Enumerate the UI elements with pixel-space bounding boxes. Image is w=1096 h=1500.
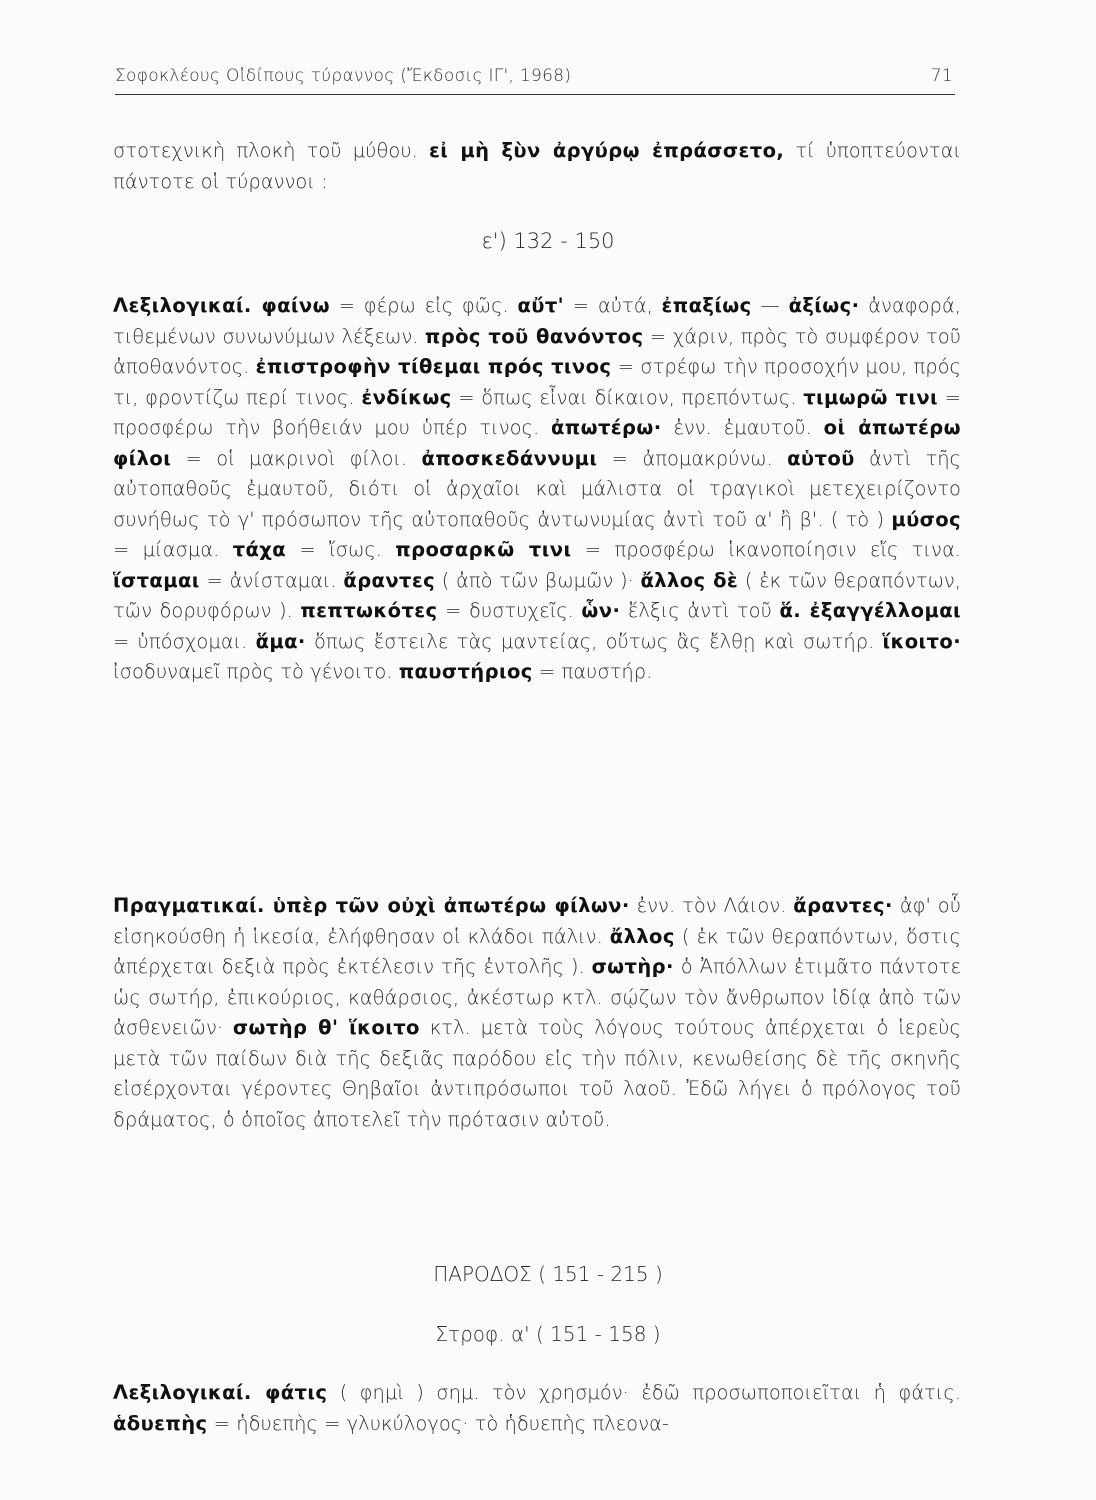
section-heading-e: ε') 132 - 150 [481, 229, 615, 253]
lemma-term: αὑτοῦ [787, 446, 855, 470]
gloss-text: = ὑπόσχομαι. [113, 629, 256, 653]
intro-paragraph [113, 136, 961, 197]
lemma-term: ἄλλος [609, 924, 675, 948]
lemma-term: ἵκοιτο· [882, 629, 961, 653]
gloss-text: τί ὑποπτεύονται πάντοτε οἱ τύραννοι : [113, 139, 961, 193]
lemma-term: ἀποσκεδάννυμι [421, 446, 598, 470]
header-title: Σοφοκλέους Οἰδίπους τύραννος (Ἔκδοσις ΙΓ', 1968) [115, 66, 572, 86]
lemma-term: ἅμα· [255, 629, 306, 653]
lexical-paragraph-2 [113, 1378, 961, 1439]
strophe-heading: Στροφ. α' ( 151 - 158 ) [435, 1322, 661, 1346]
gloss-text: = μίασμα. [113, 538, 233, 561]
gloss-text: ( φημὶ ) σημ. τὸν χρησμόν· ἐδῶ προσωποποιεῖται ἡ φάτις. [327, 1381, 961, 1404]
lemma-term: εἰ μὴ ξὺν ἀργύρῳ ἐπράσσετο, [428, 139, 785, 162]
gloss-text: = ἀνίσταμαι. [199, 568, 344, 592]
lemma-term: πρὸς τοῦ θανόντος [424, 324, 644, 348]
gloss-text: ὁ Ἀπόλλων ἐτιμᾶτο πάντοτε ὡς σωτήρ, ἐπικούριος, καθάρσιος, ἀκέστωρ κτλ. σῴζων τὸν ἄνθρωπον ἰδίᾳ ἀπὸ τῶν ἀσθενειῶν· [113, 955, 961, 1039]
lemma-term: τάχα [232, 538, 287, 561]
gloss-text: = αὐτά, [564, 294, 662, 317]
lemma-term: ἀξίως· [788, 294, 860, 317]
gloss-text: κτλ. μετὰ τοὺς λόγους τούτους ἀπέρχεται ὁ ἱερεὺς μετὰ τῶν παίδων διὰ τῆς δεξιᾶς παρόδου εἰς τὴν πόλιν, κενωθείσης δὲ τῆς σκηνῆς εἰσέρχονται γέροντες Θηβαῖοι ἀντιπρόσωποι τοῦ λαοῦ. Ἐδῶ λήγει ὁ πρόλογος τοῦ δράματος, ὁ ὁποῖος ἀποτελεῖ τὴν πρότασιν αὐτοῦ. [113, 1016, 961, 1131]
lemma-term: ἁδυεπὴς [113, 1411, 208, 1435]
gloss-text: = οἱ μακρινοὶ φίλοι. [171, 446, 422, 470]
lemma-term: παυστήριος [398, 660, 533, 683]
gloss-text: ἰσοδυναμεῖ πρὸς τὸ γένοιτο. [113, 660, 399, 683]
gloss-text: = προσφέρω τὴν βοήθειάν μου ὑπέρ τινος. [113, 385, 961, 439]
lemma-term: Λεξιλογικαί. [113, 294, 262, 317]
lemma-term: οἱ ἀπωτέρω φίλοι [113, 416, 962, 470]
lemma-term: ἄραντες· [793, 894, 893, 917]
gloss-text: στοτεχνικὴ πλοκὴ τοῦ μύθου. [113, 139, 429, 162]
lemma-term: τιμωρῶ τινι [803, 385, 938, 409]
gloss-text: ἀναφορά, τιθεμένων συνωνύμων λέξεων. [113, 294, 961, 348]
lemma-term: σωτὴρ θ' ἵκοιτο [232, 1016, 420, 1039]
gloss-text: = ἀπομακρύνω. [597, 446, 788, 470]
lemma-term: σωτὴρ· [591, 955, 674, 978]
gloss-text: = ὅπως εἶναι δίκαιον, πρεπόντως. [451, 385, 804, 409]
gloss-text: ( ἐκ τῶν θεραπόντων, ὅστις ἀπέρχεται δεξιὰ πρὸς ἐκτέλεσιν τῆς ἐντολῆς ). [113, 924, 962, 978]
lemma-term: ἅ. ἐξαγγέλλομαι [779, 599, 961, 622]
lemma-term: φαίνω [261, 294, 330, 317]
gloss-text: = δυστυχεῖς. [437, 599, 582, 622]
gloss-text: = φέρω εἰς φῶς. [329, 294, 518, 317]
gloss-text: = χάριν, πρὸς τὸ συμφέρον τοῦ ἀποθανόντος. [113, 324, 961, 378]
lemma-term: ἐπιστροφὴν τίθεμαι πρός τινος [255, 355, 612, 378]
gloss-text: = στρέφω τὴν προσοχήν μου, πρός τι, φροντίζω περί τινος. [113, 355, 962, 409]
gloss-text: ἐνν. τὸν Λάιον. [629, 894, 794, 917]
lemma-term: φάτις [265, 1381, 328, 1404]
gloss-text: ἀντὶ τῆς αὐτοπαθοῦς ἐμαυτοῦ, διότι οἱ ἀρχαῖοι καὶ μάλιστα οἱ τραγικοὶ μετεχειρίζοντο συνήθως τὸ γ' πρόσωπον τῆς αὐτοπαθοῦς ἀντωνυμίας ἀντὶ τοῦ α' ἢ β'. ( τὸ ) [113, 446, 961, 531]
gloss-text: ( ἀπὸ τῶν βωμῶν )· [435, 568, 641, 592]
parodos-heading: ΠΑΡΟΔΟΣ ( 151 - 215 ) [433, 1262, 663, 1286]
lemma-term: ἄλλος δὲ [640, 568, 739, 592]
gloss-text: = ἴσως. [286, 538, 396, 561]
pragmatic-paragraph [113, 891, 961, 1135]
running-header [115, 60, 955, 95]
gloss-text: ὅπως ἔστειλε τὰς μαντείας, οὕτως ἂς ἔλθῃ καὶ σωτήρ. [305, 629, 883, 653]
gloss-text: ἕλξις ἀντὶ τοῦ [620, 599, 780, 622]
lexical-paragraph-1 [113, 291, 961, 688]
lemma-term: ἐπαξίως [661, 294, 752, 317]
lemma-term: ὧν· [581, 599, 621, 622]
lemma-term: μύσος [891, 507, 961, 531]
gloss-text: = ἡδυεπὴς = γλυκύλογος· τὸ ἡδυεπὴς πλεονα- [207, 1411, 669, 1435]
lemma-term: ἄραντες [343, 568, 436, 592]
gloss-text: = προσφέρω ἱκανοποίησιν εἴς τινα. [571, 538, 961, 561]
lemma-term: Πραγματικαί. [113, 894, 273, 917]
lemma-term: αὔτ' [517, 294, 565, 317]
gloss-text: = παυστήρ. [532, 660, 653, 683]
lemma-term: ἐνδίκως [361, 385, 452, 409]
gloss-text: ἐνν. ἐμαυτοῦ. [661, 416, 824, 439]
lemma-term: ἀπωτέρω· [550, 416, 662, 439]
lemma-term: ὑπὲρ τῶν οὐχὶ ἀπωτέρω φίλων· [272, 894, 630, 917]
gloss-text: ( ἐκ τῶν θεραπόντων, τῶν δορυφόρων ). [113, 568, 961, 622]
lemma-term: ἵσταμαι [113, 568, 200, 592]
gloss-text: ἀφ' οὗ εἰσηκούσθη ἡ ἱκεσία, ἐλήφθησαν οἱ κλάδοι πάλιν. [113, 894, 961, 948]
gloss-text: — [751, 294, 789, 317]
lemma-term: Λεξιλογικαί. [113, 1381, 266, 1404]
page-number: 71 [930, 66, 953, 86]
lemma-term: προσαρκῶ τινι [395, 538, 572, 561]
lemma-term: πεπτωκότες [300, 599, 438, 622]
